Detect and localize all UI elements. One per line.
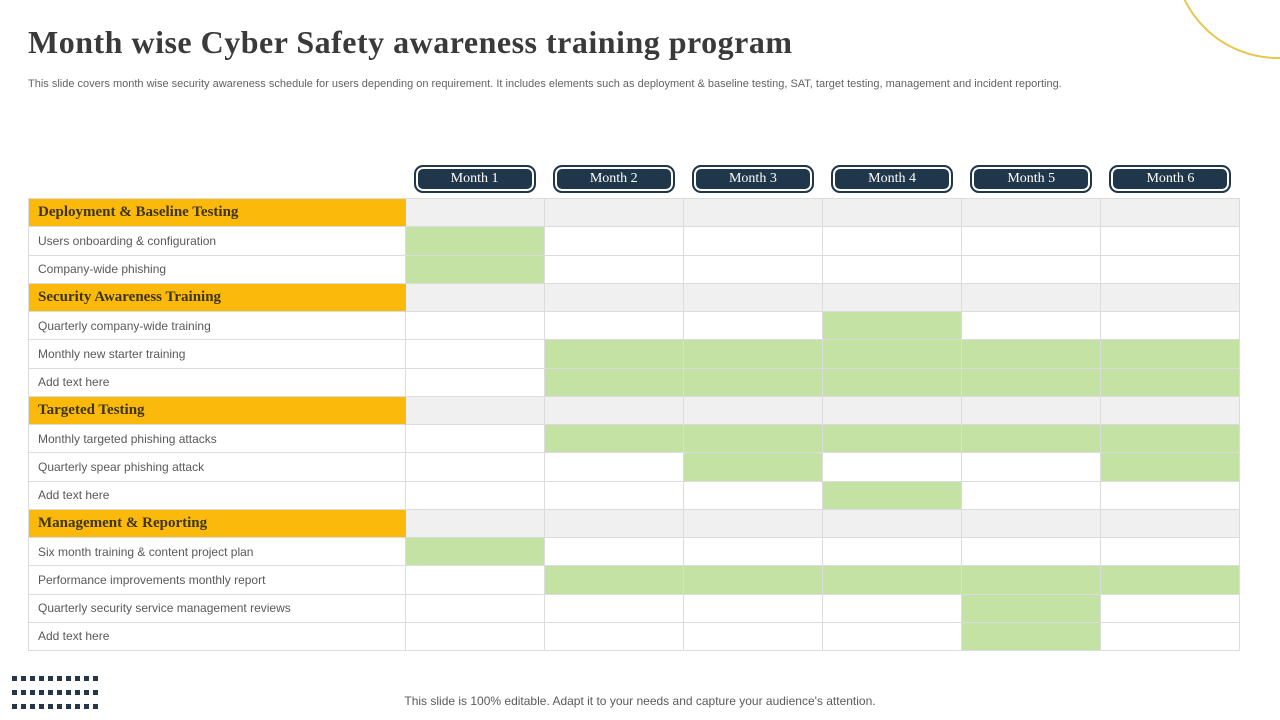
filled-cell-month-5 [962,425,1101,453]
filled-cell-month-6 [1101,340,1240,368]
filled-cell-month-1 [406,256,545,284]
empty-cell-month-4 [823,538,962,566]
empty-cell-month-5 [962,227,1101,255]
empty-cell-month-4 [823,256,962,284]
filled-cell-month-6 [1101,566,1240,594]
page-title: Month wise Cyber Safety awareness training program [28,24,793,60]
empty-cell-month-5 [962,199,1101,227]
empty-cell-month-6 [1101,256,1240,284]
filled-cell-month-2 [545,566,684,594]
month-5-header: Month 5 [970,165,1092,193]
empty-cell-month-2 [545,312,684,340]
activity-label: Monthly targeted phishing attacks [29,425,406,453]
month-2-header: Month 2 [553,165,675,193]
filled-cell-month-4 [823,312,962,340]
dot [84,676,89,681]
empty-cell-month-3 [684,510,823,538]
activity-label: Users onboarding & configuration [29,227,406,255]
empty-cell-month-1 [406,284,545,312]
empty-cell-month-3 [684,312,823,340]
dot [75,676,80,681]
filled-cell-month-4 [823,425,962,453]
empty-cell-month-1 [406,340,545,368]
empty-cell-month-4 [823,453,962,481]
empty-cell-month-4 [823,623,962,651]
empty-cell-month-4 [823,199,962,227]
empty-cell-month-4 [823,227,962,255]
empty-cell-month-6 [1101,538,1240,566]
section-header-label: Management & Reporting [29,510,406,538]
filled-cell-month-3 [684,340,823,368]
empty-cell-month-5 [962,538,1101,566]
empty-cell-month-1 [406,199,545,227]
empty-cell-month-1 [406,397,545,425]
activity-label: Company-wide phishing [29,256,406,284]
activity-label: Monthly new starter training [29,340,406,368]
filled-cell-month-2 [545,340,684,368]
empty-cell-month-4 [823,284,962,312]
empty-cell-month-2 [545,510,684,538]
empty-cell-month-3 [684,623,823,651]
empty-cell-month-6 [1101,312,1240,340]
dot [57,676,62,681]
empty-cell-month-3 [684,397,823,425]
empty-cell-month-3 [684,595,823,623]
empty-cell-month-5 [962,284,1101,312]
empty-cell-month-1 [406,312,545,340]
filled-cell-month-4 [823,369,962,397]
month-3-header: Month 3 [692,165,814,193]
empty-cell-month-4 [823,595,962,623]
month-4-header: Month 4 [831,165,953,193]
empty-cell-month-4 [823,510,962,538]
empty-cell-month-6 [1101,199,1240,227]
filled-cell-month-3 [684,566,823,594]
filled-cell-month-4 [823,482,962,510]
empty-cell-month-3 [684,256,823,284]
dot [93,676,98,681]
empty-cell-month-4 [823,397,962,425]
empty-cell-month-2 [545,397,684,425]
empty-cell-month-2 [545,538,684,566]
section-header-label: Security Awareness Training [29,284,406,312]
dot [30,676,35,681]
section-header-label: Deployment & Baseline Testing [29,199,406,227]
filled-cell-month-5 [962,340,1101,368]
filled-cell-month-1 [406,227,545,255]
activity-label: Add text here [29,369,406,397]
empty-cell-month-3 [684,199,823,227]
empty-cell-month-6 [1101,227,1240,255]
filled-cell-month-6 [1101,425,1240,453]
empty-cell-month-1 [406,595,545,623]
filled-cell-month-5 [962,369,1101,397]
filled-cell-month-2 [545,425,684,453]
section-header-label: Targeted Testing [29,397,406,425]
filled-cell-month-3 [684,453,823,481]
empty-cell-month-1 [406,482,545,510]
filled-cell-month-3 [684,425,823,453]
empty-cell-month-1 [406,453,545,481]
filled-cell-month-3 [684,369,823,397]
filled-cell-month-2 [545,369,684,397]
filled-cell-month-6 [1101,369,1240,397]
empty-cell-month-5 [962,397,1101,425]
filled-cell-month-6 [1101,453,1240,481]
month-6-header: Month 6 [1109,165,1231,193]
activity-label: Quarterly spear phishing attack [29,453,406,481]
dot [66,676,71,681]
empty-cell-month-6 [1101,595,1240,623]
activity-label: Add text here [29,482,406,510]
empty-cell-month-2 [545,453,684,481]
empty-cell-month-6 [1101,397,1240,425]
empty-cell-month-2 [545,256,684,284]
empty-cell-month-3 [684,482,823,510]
empty-cell-month-6 [1101,510,1240,538]
filled-cell-month-5 [962,566,1101,594]
empty-cell-month-1 [406,425,545,453]
activity-label: Add text here [29,623,406,651]
empty-cell-month-5 [962,256,1101,284]
filled-cell-month-4 [823,566,962,594]
activity-label: Quarterly company-wide training [29,312,406,340]
empty-cell-month-5 [962,312,1101,340]
empty-cell-month-5 [962,453,1101,481]
activity-label: Performance improvements monthly report [29,566,406,594]
empty-cell-month-5 [962,482,1101,510]
activity-label: Six month training & content project plan [29,538,406,566]
empty-cell-month-2 [545,284,684,312]
filled-cell-month-4 [823,340,962,368]
empty-cell-month-2 [545,227,684,255]
empty-cell-month-2 [545,482,684,510]
empty-cell-month-2 [545,199,684,227]
empty-cell-month-6 [1101,482,1240,510]
filled-cell-month-5 [962,623,1101,651]
empty-cell-month-1 [406,369,545,397]
empty-cell-month-3 [684,538,823,566]
dot [48,676,53,681]
empty-cell-month-5 [962,510,1101,538]
month-1-header: Month 1 [414,165,536,193]
empty-cell-month-3 [684,284,823,312]
month-header-row [405,164,1240,193]
slide-subtitle: This slide covers month wise security awareness schedule for users depending on requirement. It includes elements such as deployment & baseline testing, SAT, target testing, management and incident reporting. [28,78,1062,90]
dot [39,676,44,681]
empty-cell-month-1 [406,566,545,594]
filled-cell-month-1 [406,538,545,566]
dot [21,676,26,681]
footer-note: This slide is 100% editable. Adapt it to your needs and capture your audience's attention. [404,694,876,708]
circle-accent-decoration [1150,0,1280,130]
dot [12,676,17,681]
empty-cell-month-2 [545,595,684,623]
empty-cell-month-6 [1101,284,1240,312]
empty-cell-month-1 [406,510,545,538]
empty-cell-month-1 [406,623,545,651]
schedule-table [28,198,1240,651]
empty-cell-month-3 [684,227,823,255]
empty-cell-month-6 [1101,623,1240,651]
filled-cell-month-5 [962,595,1101,623]
activity-label: Quarterly security service management reviews [29,595,406,623]
empty-cell-month-2 [545,623,684,651]
